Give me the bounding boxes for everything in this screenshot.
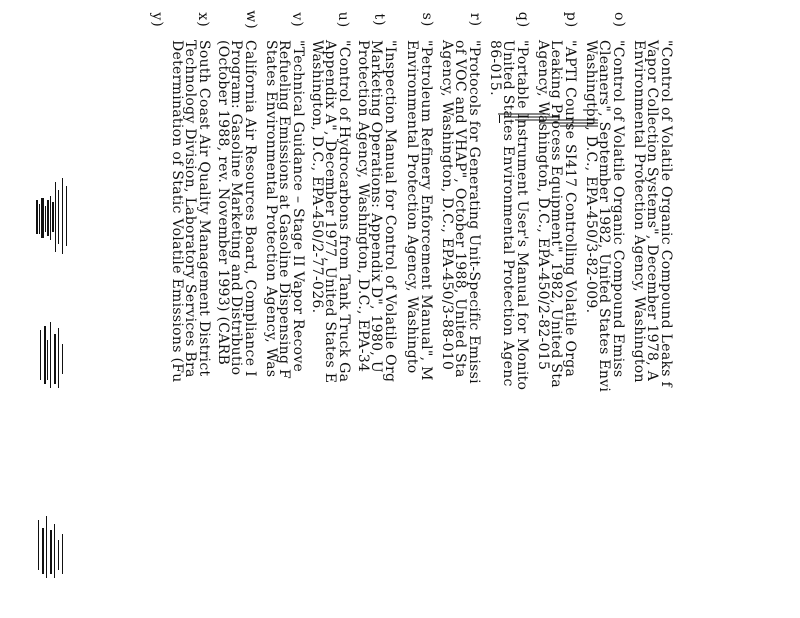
reference-line: "Inspection Manual for Control of Volatile Org	[382, 40, 398, 383]
reference-text	[310, 40, 351, 618]
reference-line: Determination of Static Volatile Emissions (Fu	[169, 40, 185, 383]
reference-line: Marketing Operations: Appendix D", 1980, U	[368, 40, 385, 373]
reference-line: South Coast Air Quality Management District	[196, 40, 212, 377]
reference-line: Protection Agency, Washington, D.C., EPA-34	[355, 40, 371, 373]
reference-letter: x)	[195, 12, 211, 28]
reference-text	[264, 40, 305, 618]
reference-line: Leaking Process Equipment", 1982, United Sta	[548, 40, 565, 388]
reference-letter: r)	[467, 12, 483, 28]
reference-line: Appendix A", December 1977, United States E	[322, 40, 339, 384]
reference-line: of VOC and VHAP", October 1988, United Sta	[452, 40, 469, 378]
reference-text	[170, 40, 211, 618]
reference-text	[405, 40, 432, 618]
reference-text	[356, 40, 397, 618]
reference-line: Refueling Emissions at Gasoline Dispensing F	[276, 40, 293, 380]
reference-line: "Portable Instrument User's Manual for Monito	[514, 40, 530, 391]
reference-line: California Air Resources Board, Compliance I	[242, 40, 258, 377]
reference-line: "Technical Guidance – Stage II Vapor Recove	[290, 40, 306, 373]
reference-line: States Environmental Protection Agency, Was	[263, 40, 279, 378]
reference-letter: v)	[289, 12, 305, 28]
reference-text	[536, 40, 577, 618]
reference-letter: y)	[149, 12, 165, 28]
reference-text	[440, 40, 481, 618]
reference-line: Program: Gasoline Marketing and Distributio	[228, 40, 245, 376]
reference-line: United States Environmental Protection Agenc	[500, 40, 517, 387]
reference-line: "Protocols for Generating Unit-Specific Emissi	[466, 40, 482, 384]
reference-line: 86-015.	[487, 40, 503, 96]
reference-line: "Control of Volatile Organic Compound Emiss	[610, 40, 626, 378]
reference-line: (October 1988, rev. November 1993) (CARB	[215, 40, 231, 366]
reference-line: "APTI Course SI417 Controlling Volatile Orga	[562, 40, 578, 378]
reference-line: Environmental Protection Agency, Washington	[631, 40, 647, 383]
reference-line: "Petroleum Refinery Enforcement Manual", M	[418, 40, 434, 381]
reference-line: Technology Division, Laboratory Services Bra	[182, 40, 199, 378]
reference-line: Agency, Washington, D.C., EPA-450/3-88-010	[439, 40, 455, 371]
reference-letter: w)	[243, 10, 259, 30]
reference-text	[216, 40, 257, 618]
reference-line: Cleaners", September 1982, United States Envi	[596, 40, 613, 393]
reference-letter: t)	[371, 13, 387, 27]
reference-letter: u)	[335, 11, 351, 29]
reference-line: Agency, Washington, D.C., EPA-450/2-82-015	[535, 40, 551, 371]
reference-letter: q)	[515, 11, 531, 29]
reference-text	[584, 40, 625, 618]
reference-letter: o)	[611, 12, 627, 28]
reference-letter: p)	[563, 11, 579, 29]
reference-line: Environmental Protection Agency, Washingto	[404, 40, 421, 374]
reference-text	[632, 40, 673, 618]
reference-letter: s)	[419, 12, 435, 28]
reference-line: Vapor Collection Systems", December 1978, A	[644, 40, 661, 382]
reference-line: "Control of Volatile Organic Compound Leaks f	[658, 40, 674, 387]
reference-line: Washington, D.C., EPA-450/3-82-009.	[583, 40, 599, 314]
reference-line: "Control of Hydrocarbons from Tank Truck Ga	[336, 40, 352, 383]
reference-text	[488, 40, 529, 618]
reference-line: Washington, D.C., EPA-450/2-77-026.	[309, 40, 325, 314]
